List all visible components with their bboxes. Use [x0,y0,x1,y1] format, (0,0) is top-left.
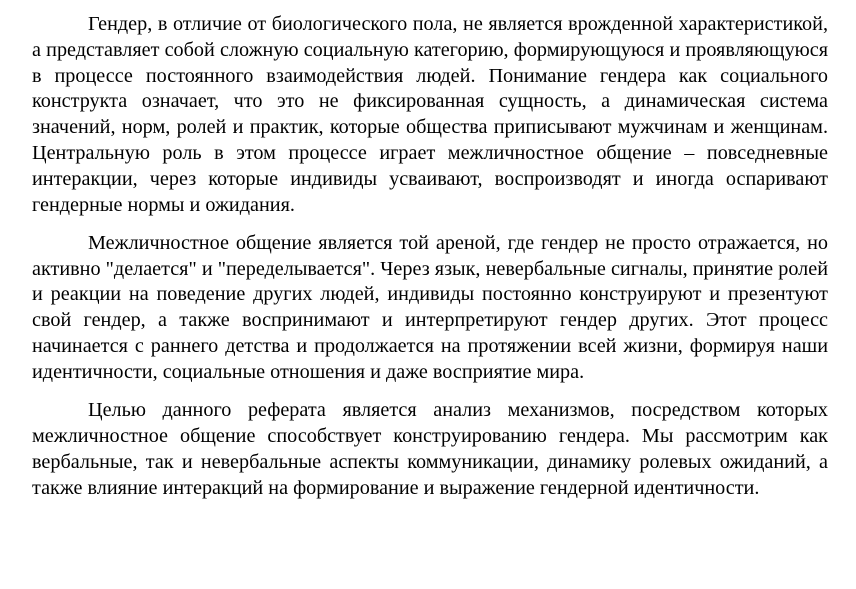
document-body [32,12,828,514]
paragraph-2: Межличностное общение является той ареной, где гендер не просто отражается, но активно "делается" и "переделывается". Через язык, невербальные сигналы, принятие ролей и реакции на поведение других людей, индивиды постоянно конструируют и презентуют свой гендер, а также воспринимают и интерпретируют гендер других. Этот процесс начинается с раннего детства и продолжается на протяжении всей жизни, формируя наши идентичности, социальные отношения и даже восприятие мира. [32,231,828,383]
paragraph-1: Гендер, в отличие от биологического пола, не является врожденной характеристикой, а представляет собой сложную социальную категорию, формирующуюся и проявляющуюся в процессе постоянного взаимодействия людей. Понимание гендера как социального конструкта означает, что это не фиксированная сущность, а динамическая система значений, норм, ролей и практик, которые общества приписывают мужчинам и женщинам. Центральную роль в этом процессе играет межличностное общение – повседневные интеракции, через которые индивиды усваивают, воспроизводят и иногда оспаривают гендерные нормы и ожидания. [32,13,828,216]
paragraph-3: Целью данного реферата является анализ механизмов, посредством которых межличностное общение способствует конструированию гендера. Мы рассмотрим как вербальные, так и невербальные аспекты коммуникации, динамику ролевых ожиданий, а также влияние интеракций на формирование и выражение гендерной идентичности. [32,399,828,499]
